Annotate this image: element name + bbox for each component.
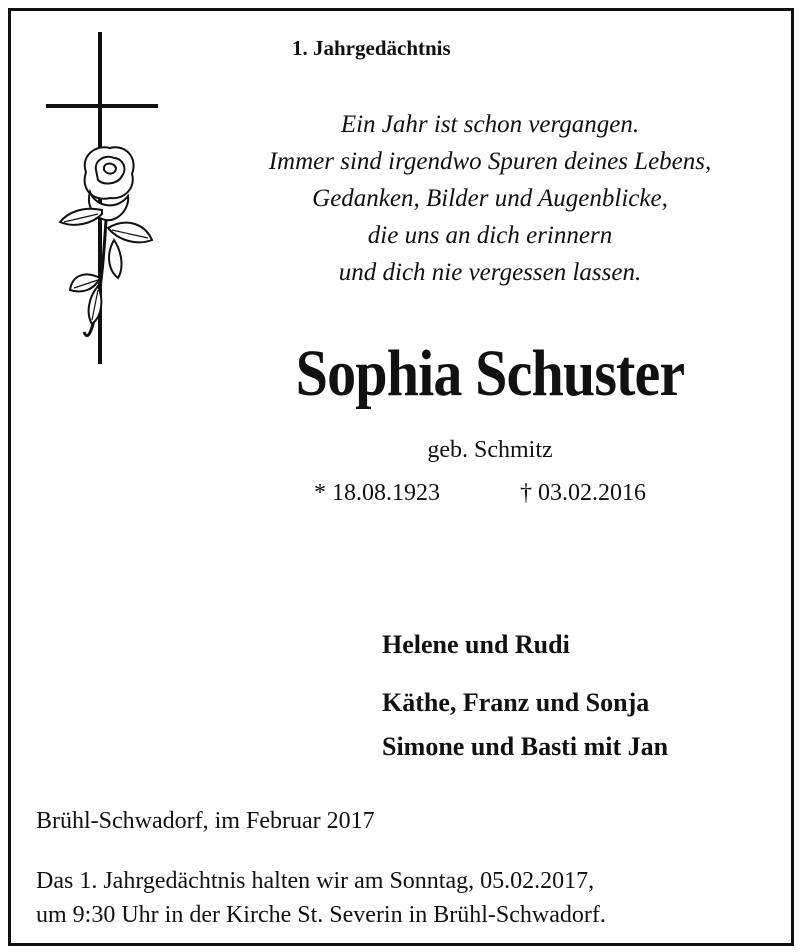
poem-line: Immer sind irgendwo Spuren deines Lebens, [268,148,712,175]
mourner-entry: Simone und Basti mit Jan [382,732,669,761]
poem-line: Ein Jahr ist schon vergangen. [340,111,640,138]
poem-line: und dich nie vergessen lassen. [338,259,642,286]
birth-date: * 18.08.1923 [314,480,440,506]
anniversary-heading: 1. Jahrgedächtnis [292,36,451,60]
birth-name: geb. Schmitz [427,437,553,463]
place-date: Brühl-Schwadorf, im Februar 2017 [36,808,375,834]
notice-line: Das 1. Jahrgedächtnis halten wir am Sonntag, 05.02.2017, [36,868,595,894]
poem-line: Gedanken, Bilder und Augenblicke, [312,185,668,212]
mourner-entry: Helene und Rudi [382,630,570,659]
notice-line: um 9:30 Uhr in der Kirche St. Severin in Brühl-Schwadorf. [36,902,606,928]
service-notice [36,864,606,932]
mourner-entry: Käthe, Franz und Sonja [382,688,650,717]
deceased-name: Sophia Schuster [295,337,685,410]
death-date: † 03.02.2016 [520,480,646,506]
cross-with-rose-icon [40,32,170,368]
memorial-poem [190,106,790,291]
poem-line: die uns an dich erinnern [367,222,613,249]
